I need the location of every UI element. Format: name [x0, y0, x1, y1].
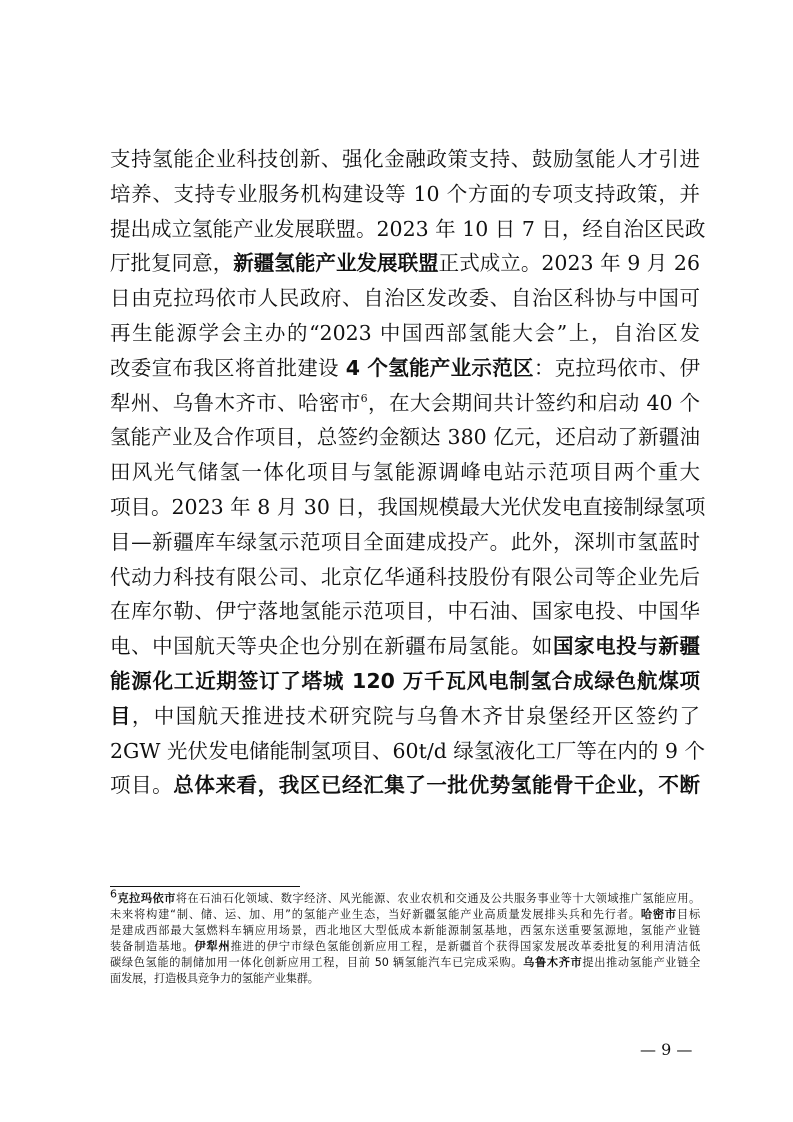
text-run: 项目。2023 年 8 月 30 日，我国规模最大光伏发电直接制绿氢项 — [110, 494, 706, 519]
footnote-marker: 6 — [360, 391, 368, 405]
body-line — [110, 455, 700, 490]
footnote-line — [110, 923, 700, 939]
text-run: 推进的伊宁市绿色氢能创新应用工程，是新疆首个获得国家发展改革委批复的利用清洁低 — [230, 940, 700, 953]
body-line — [110, 420, 700, 455]
text-run: 提出成立氢能产业发展联盟。2023 年 10 日 7 日，经自治区民政 — [110, 216, 706, 241]
emphasis-text: 克拉玛依市 — [116, 892, 176, 905]
body-line — [110, 351, 700, 386]
body-line — [110, 594, 700, 629]
body-line — [110, 177, 700, 212]
footnote-line — [110, 939, 700, 955]
body-line — [110, 629, 700, 664]
emphasis-text: 4 个氢能产业示范区 — [345, 355, 534, 380]
body-line — [110, 734, 705, 769]
text-run: 厅批复同意， — [110, 251, 234, 276]
text-run: 项目。 — [110, 773, 174, 798]
text-run: 目—新疆库车绿氢示范项目全面建成投产。此外，深圳市氢蓝时 — [110, 529, 700, 554]
text-run: 碳绿色氢能的制储加用一体化创新应用工程，目前 50 辆氢能汽车已完成采购。 — [110, 956, 524, 969]
footnote-line — [110, 971, 700, 987]
text-run: ，在大会期间共计签约和启动 40 个 — [367, 390, 701, 415]
emphasis-text: 能源化工近期签订了塔城 120 万千瓦风电制氢合成绿色航煤项 — [110, 668, 700, 693]
text-run: 装备制造基地。 — [110, 940, 195, 953]
text-run: 电、中国航天等央企也分别在新疆布局氢能。如 — [110, 634, 553, 659]
text-run: 犁州、乌鲁木齐市、哈密市 — [110, 390, 361, 415]
text-run: 面发展，打造极具竞争力的氢能产业集群。 — [110, 972, 319, 985]
text-run: 在库尔勒、伊宁落地氢能示范项目，中石油、国家电投、中国华 — [110, 599, 700, 624]
footnote-marker: 6 — [110, 887, 117, 901]
emphasis-text: 伊犁州 — [194, 940, 231, 953]
text-run: 2GW 光伏发电储能制氢项目、60t/d 绿氢液化工厂等在内的 9 个 — [110, 738, 705, 763]
text-run: 改委宣布我区将首批建设 — [110, 355, 346, 380]
body-line — [110, 212, 706, 247]
text-run: 未来将构建“制、储、运、加、用”的氢能产业生态，当好新疆氢能产业高质量发展排头兵和先行者。 — [110, 908, 641, 921]
body-line — [110, 768, 700, 803]
body-line — [110, 316, 700, 351]
text-run: 氢能产业及合作项目，总签约金额达 380 亿元，还启动了新疆油 — [110, 425, 700, 450]
text-run: 培养、支持专业服务机构建设等 10 个方面的专项支持政策，并 — [110, 181, 700, 206]
text-run: 提出推动氢能产业链全 — [582, 956, 700, 969]
text-run: 支持氢能企业科技创新、强化金融政策支持、鼓励氢能人才引进 — [110, 147, 700, 171]
body-text — [110, 142, 706, 803]
footnote-line — [110, 887, 700, 907]
text-run: 是建成西部最大氢燃料车辆应用场景，西北地区大型低成本新能源制氢基地，西氢东送重要氢源地，氢能产业链 — [110, 924, 700, 937]
text-run: 将在石油石化领域、数字经济、风光能源、农业农机和交通及公共服务事业等十大领域推广氢能应用。 — [175, 892, 700, 905]
body-line — [110, 246, 700, 281]
text-run: ，中国航天推进技术研究院与乌鲁木齐甘泉堡经开区签约了 — [131, 703, 701, 728]
emphasis-text: 乌鲁木齐市 — [523, 956, 583, 969]
emphasis-text: 哈密市 — [640, 908, 677, 921]
footnote — [110, 887, 700, 987]
text-run: 正式成立。2023 年 9 月 26 — [438, 251, 700, 276]
text-run: 再生能源学会主办的“2023 中国西部氢能大会”上，自治区发 — [110, 320, 700, 345]
text-run: 田风光气储氢一体化项目与氢能源调峰电站示范项目两个重大 — [110, 460, 700, 485]
emphasis-text: 总体来看，我区已经汇集了一批优势氢能骨干企业，不断 — [173, 773, 701, 798]
body-line — [110, 281, 700, 316]
page-number: — 9 — — [640, 1040, 693, 1059]
emphasis-text: 目 — [110, 703, 132, 728]
body-line — [110, 386, 700, 421]
body-line — [110, 664, 700, 699]
footnote-line — [110, 955, 700, 971]
emphasis-text: 新疆氢能产业发展联盟 — [233, 251, 439, 276]
text-run: 代动力科技有限公司、北京亿华通科技股份有限公司等企业先后 — [110, 564, 700, 589]
emphasis-text: 国家电投与新疆 — [552, 634, 701, 659]
body-line — [110, 699, 700, 734]
footnote-line — [110, 907, 700, 923]
text-run: 日由克拉玛依市人民政府、自治区发改委、自治区科协与中国可 — [110, 286, 700, 311]
body-line — [110, 142, 700, 177]
body-line — [110, 560, 700, 595]
text-run: ：克拉玛依市、伊 — [533, 355, 700, 380]
footnote-rule — [110, 886, 300, 887]
text-run: 目标 — [676, 908, 700, 921]
body-line — [110, 490, 706, 525]
body-line — [110, 525, 700, 560]
